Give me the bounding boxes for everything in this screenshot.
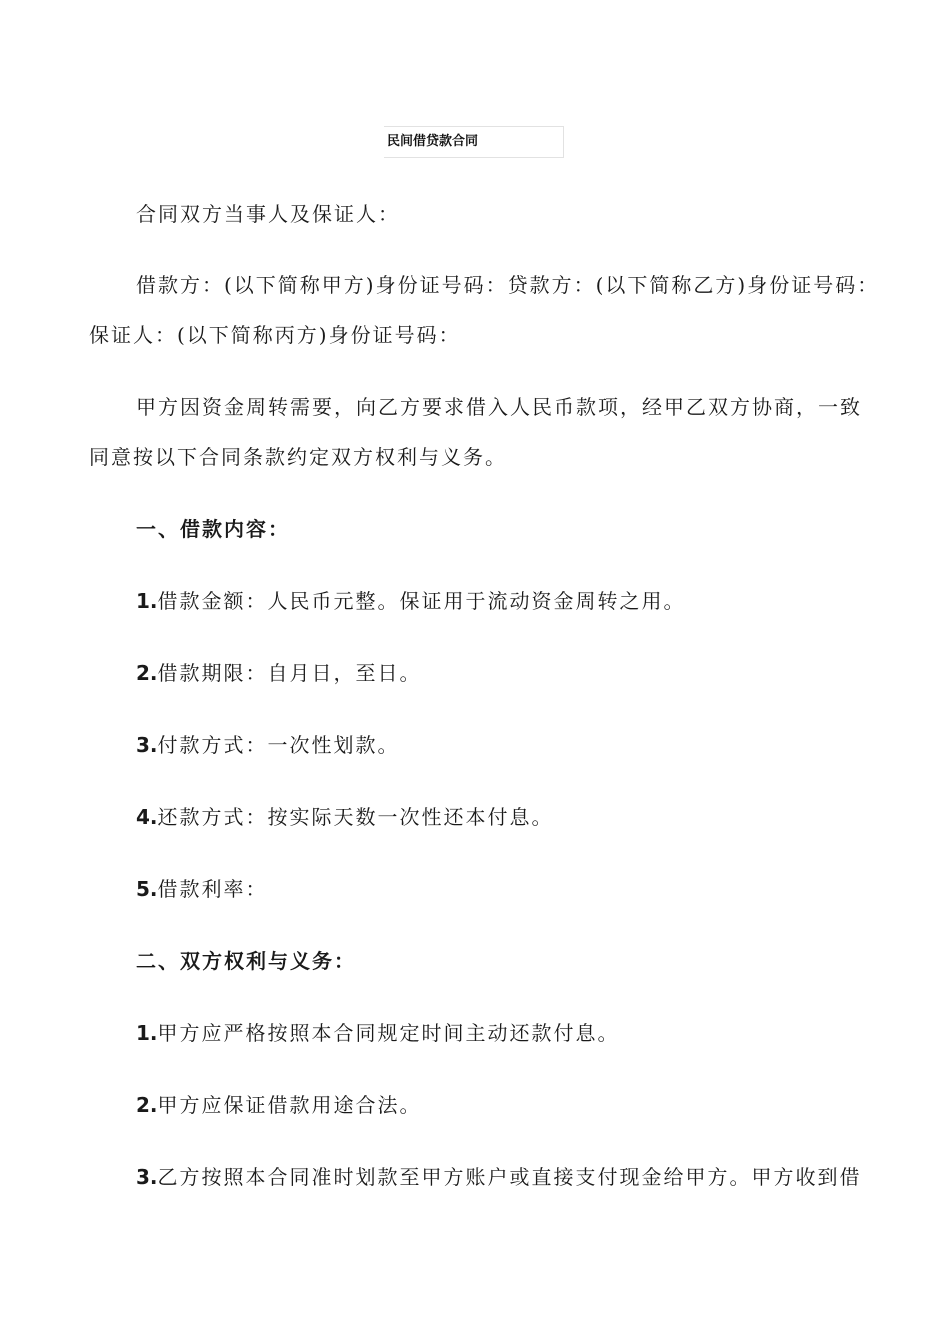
item-number: 1. (136, 1021, 158, 1045)
item-text: 还款方式：按实际天数一次性还本付息。 (157, 805, 554, 829)
section-1-item (136, 587, 686, 615)
purpose-line-2: 同意按以下合同条款约定双方权利与义务。 (89, 445, 507, 469)
section-2-heading: 二、双方权利与义务： (136, 949, 356, 973)
item-number: 5. (136, 877, 158, 901)
item-text: 甲方应保证借款用途合法。 (157, 1093, 422, 1117)
document-title: 民间借贷款合同 (384, 126, 564, 158)
item-text: 借款金额：人民币元整。保证用于流动资金周转之用。 (157, 589, 686, 613)
parties-line-1: 借款方：(以下简称甲方)身份证号码：贷款方：(以下简称乙方)身份证号码： (136, 273, 880, 297)
section-1-heading: 一、借款内容： (136, 517, 290, 541)
section-1-item (136, 875, 268, 903)
item-number: 2. (136, 661, 158, 685)
section-1-item (136, 731, 400, 759)
item-number: 2. (136, 1093, 158, 1117)
item-number: 4. (136, 805, 158, 829)
section-1-item (136, 659, 422, 687)
section-1-item (136, 803, 554, 831)
item-number: 1. (136, 589, 158, 613)
section-2-item (136, 1091, 422, 1119)
item-text: 付款方式：一次性划款。 (157, 733, 400, 757)
parties-intro: 合同双方当事人及保证人： (136, 202, 400, 226)
parties-line-2: 保证人：(以下简称丙方)身份证号码： (89, 323, 461, 347)
section-2-item (136, 1163, 862, 1191)
item-text: 借款期限：自月日，至日。 (157, 661, 422, 685)
item-text: 借款利率： (157, 877, 268, 901)
purpose-line-1: 甲方因资金周转需要，向乙方要求借入人民币款项，经甲乙双方协商，一致 (136, 395, 862, 419)
item-text: 甲方应严格按照本合同规定时间主动还款付息。 (157, 1021, 620, 1045)
item-number: 3. (136, 1165, 158, 1189)
item-text: 乙方按照本合同准时划款至甲方账户或直接支付现金给甲方。甲方收到借 (157, 1165, 862, 1189)
section-2-item (136, 1019, 620, 1047)
item-number: 3. (136, 733, 158, 757)
